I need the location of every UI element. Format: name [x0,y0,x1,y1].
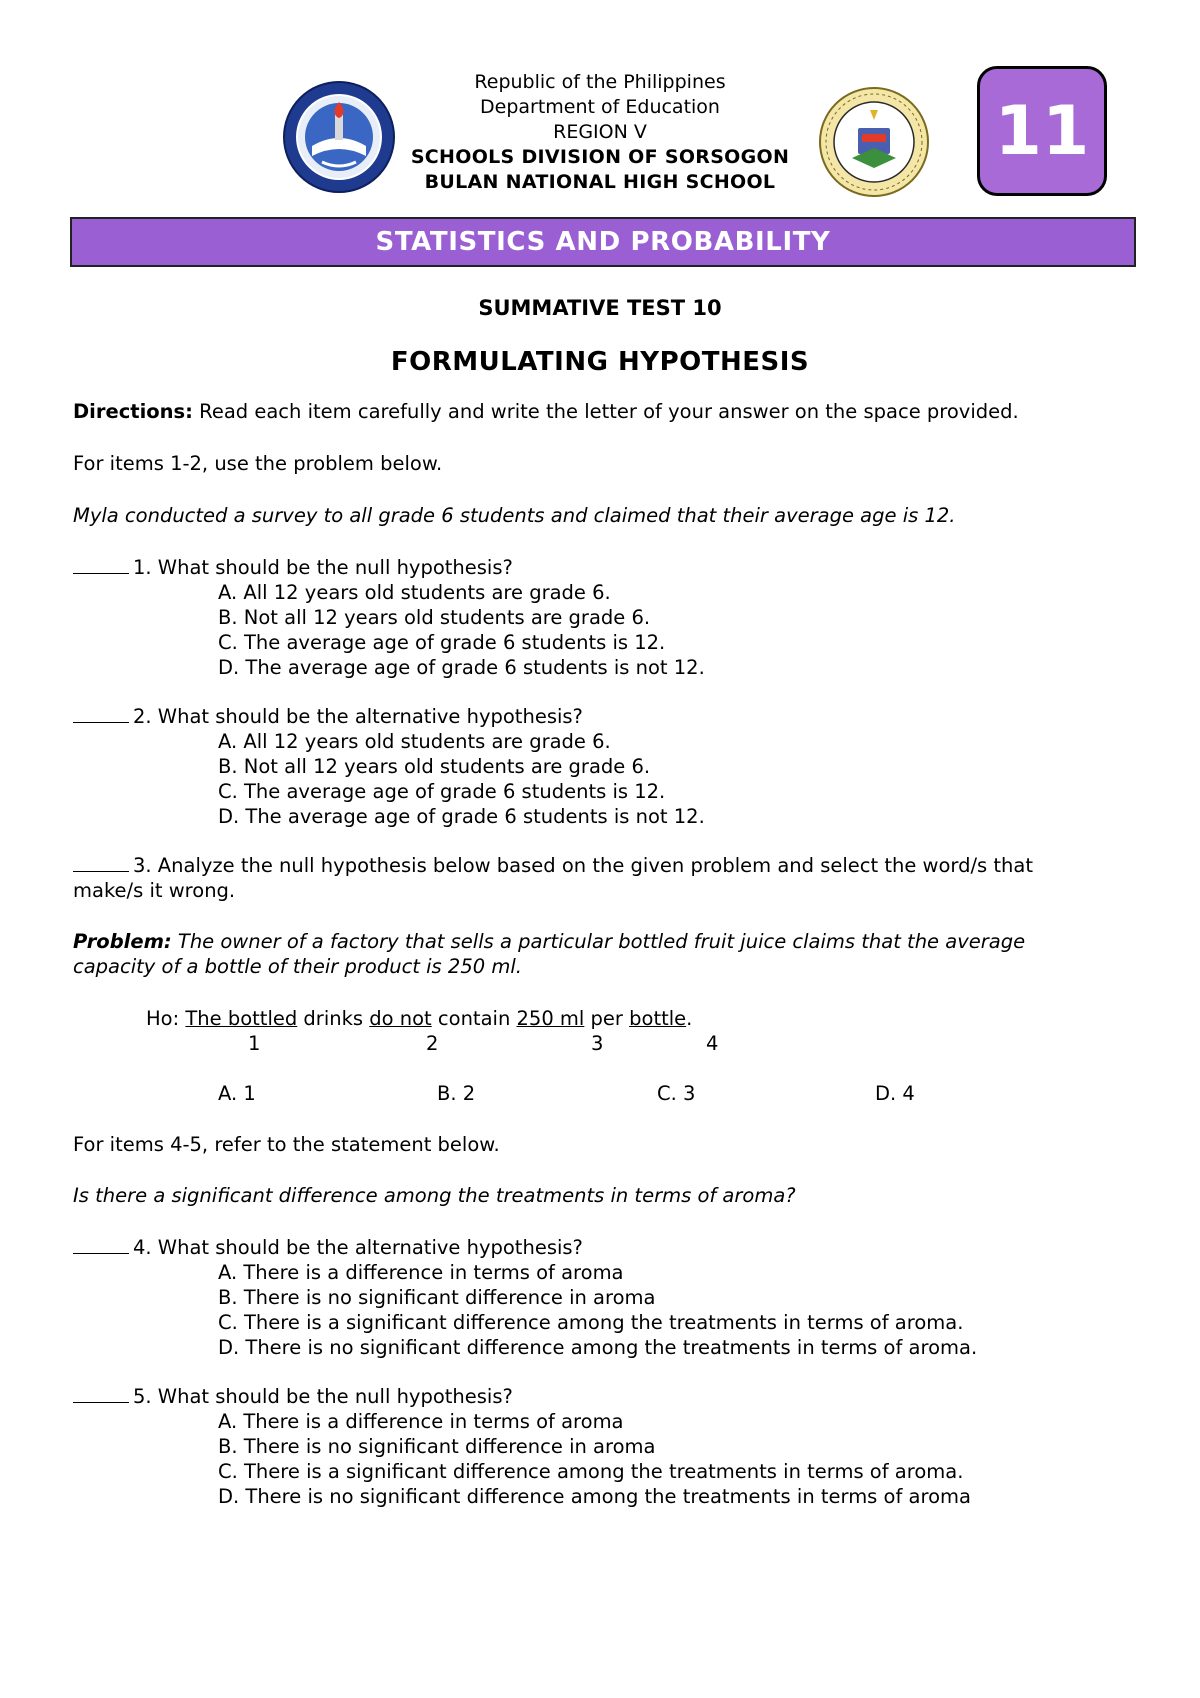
q5-option-d: D. There is no significant difference among the treatments in terms of aroma [218,1485,971,1508]
q1-option-d: D. The average age of grade 6 students is not 12. [218,656,705,679]
q2-option-d: D. The average age of grade 6 students is not 12. [218,805,705,828]
group1-intro: For items 1-2, use the problem below. [73,452,443,475]
q3-problem [73,929,1025,954]
q3-null-hypothesis [146,1006,692,1031]
q4-stem: 4. What should be the alternative hypothesis? [133,1236,583,1259]
header-region: REGION V [553,121,647,143]
q5-option-b: B. There is no significant difference in aroma [218,1435,656,1458]
q5-stem: 5. What should be the null hypothesis? [133,1385,513,1408]
ho-segment-3: 250 ml [516,1007,585,1030]
q4-option-d: D. There is no significant difference among the treatments in terms of aroma. [218,1336,978,1359]
q4-option-a: A. There is a difference in terms of aroma [218,1261,624,1284]
answer-blank-2[interactable] [73,704,129,723]
school-seal-icon [818,86,930,198]
group2-statement: Is there a significant difference among the treatments in terms of aroma? [73,1184,796,1207]
q3-option-a: A. 1 [218,1082,256,1105]
question-4 [73,1235,583,1260]
ho-segment-2: do not [369,1007,432,1030]
ho-prefix: Ho: [146,1007,186,1030]
ho-number-4: 4 [706,1032,719,1055]
ho-text-contain: contain [431,1007,517,1030]
question-1 [73,555,513,580]
test-title: SUMMATIVE TEST 10 [478,296,722,320]
ho-segment-4: bottle [629,1007,687,1030]
header-division: SCHOOLS DIVISION OF SORSOGON [410,146,790,168]
q2-option-b: B. Not all 12 years old students are grade 6. [218,755,651,778]
q3-stem-line1: 3. Analyze the null hypothesis below based on the given problem and select the word/s that [133,854,1034,877]
q1-stem: 1. What should be the null hypothesis? [133,556,513,579]
ho-segment-1: The bottled [185,1007,298,1030]
q2-stem: 2. What should be the alternative hypothesis? [133,705,583,728]
q1-option-c: C. The average age of grade 6 students is 12. [218,631,666,654]
q1-option-b: B. Not all 12 years old students are grade 6. [218,606,651,629]
ho-number-3: 3 [591,1032,604,1055]
q2-option-c: C. The average age of grade 6 students is 12. [218,780,666,803]
q3-stem-line2: make/s it wrong. [73,879,236,902]
answer-blank-1[interactable] [73,555,129,574]
q5-option-c: C. There is a significant difference among the treatments in terms of aroma. [218,1460,964,1483]
answer-blank-5[interactable] [73,1384,129,1403]
header-republic: Republic of the Philippines [474,71,726,93]
school-header [330,70,870,195]
header-department: Department of Education [480,96,720,118]
q3-option-d: D. 4 [875,1082,915,1105]
directions-text: Read each item carefully and write the letter of your answer on the space provided. [192,400,1019,423]
q4-option-b: B. There is no significant difference in aroma [218,1286,656,1309]
ho-text-drinks: drinks [297,1007,370,1030]
ho-number-1: 1 [248,1032,261,1055]
ho-text-per: per [584,1007,630,1030]
q3-option-c: C. 3 [657,1082,696,1105]
q2-option-a: A. All 12 years old students are grade 6. [218,730,611,753]
group1-problem: Myla conducted a survey to all grade 6 students and claimed that their average age is 12. [73,504,956,527]
q4-option-c: C. There is a significant difference among the treatments in terms of aroma. [218,1311,964,1334]
question-2 [73,704,583,729]
question-3 [73,853,1033,878]
q3-option-b: B. 2 [437,1082,476,1105]
ho-period: . [686,1007,693,1030]
subject-banner: STATISTICS AND PROBABILITY [70,217,1136,267]
header-school: BULAN NATIONAL HIGH SCHOOL [424,171,776,193]
q1-option-a: A. All 12 years old students are grade 6. [218,581,611,604]
q5-option-a: A. There is a difference in terms of aroma [218,1410,624,1433]
directions-label: Directions: [73,400,193,423]
q3-problem-line1: The owner of a factory that sells a particular bottled fruit juice claims that the average [171,930,1026,953]
topic-title: FORMULATING HYPOTHESIS [390,347,810,377]
answer-blank-3[interactable] [73,853,129,872]
answer-blank-4[interactable] [73,1235,129,1254]
q3-problem-label: Problem: [73,930,172,953]
group2-intro: For items 4-5, refer to the statement below. [73,1133,500,1156]
directions [73,399,1019,424]
ho-number-2: 2 [426,1032,439,1055]
grade-level-badge: 11 [977,66,1107,196]
question-5 [73,1384,513,1409]
q3-problem-line2: capacity of a bottle of their product is 250 ml. [73,955,522,978]
